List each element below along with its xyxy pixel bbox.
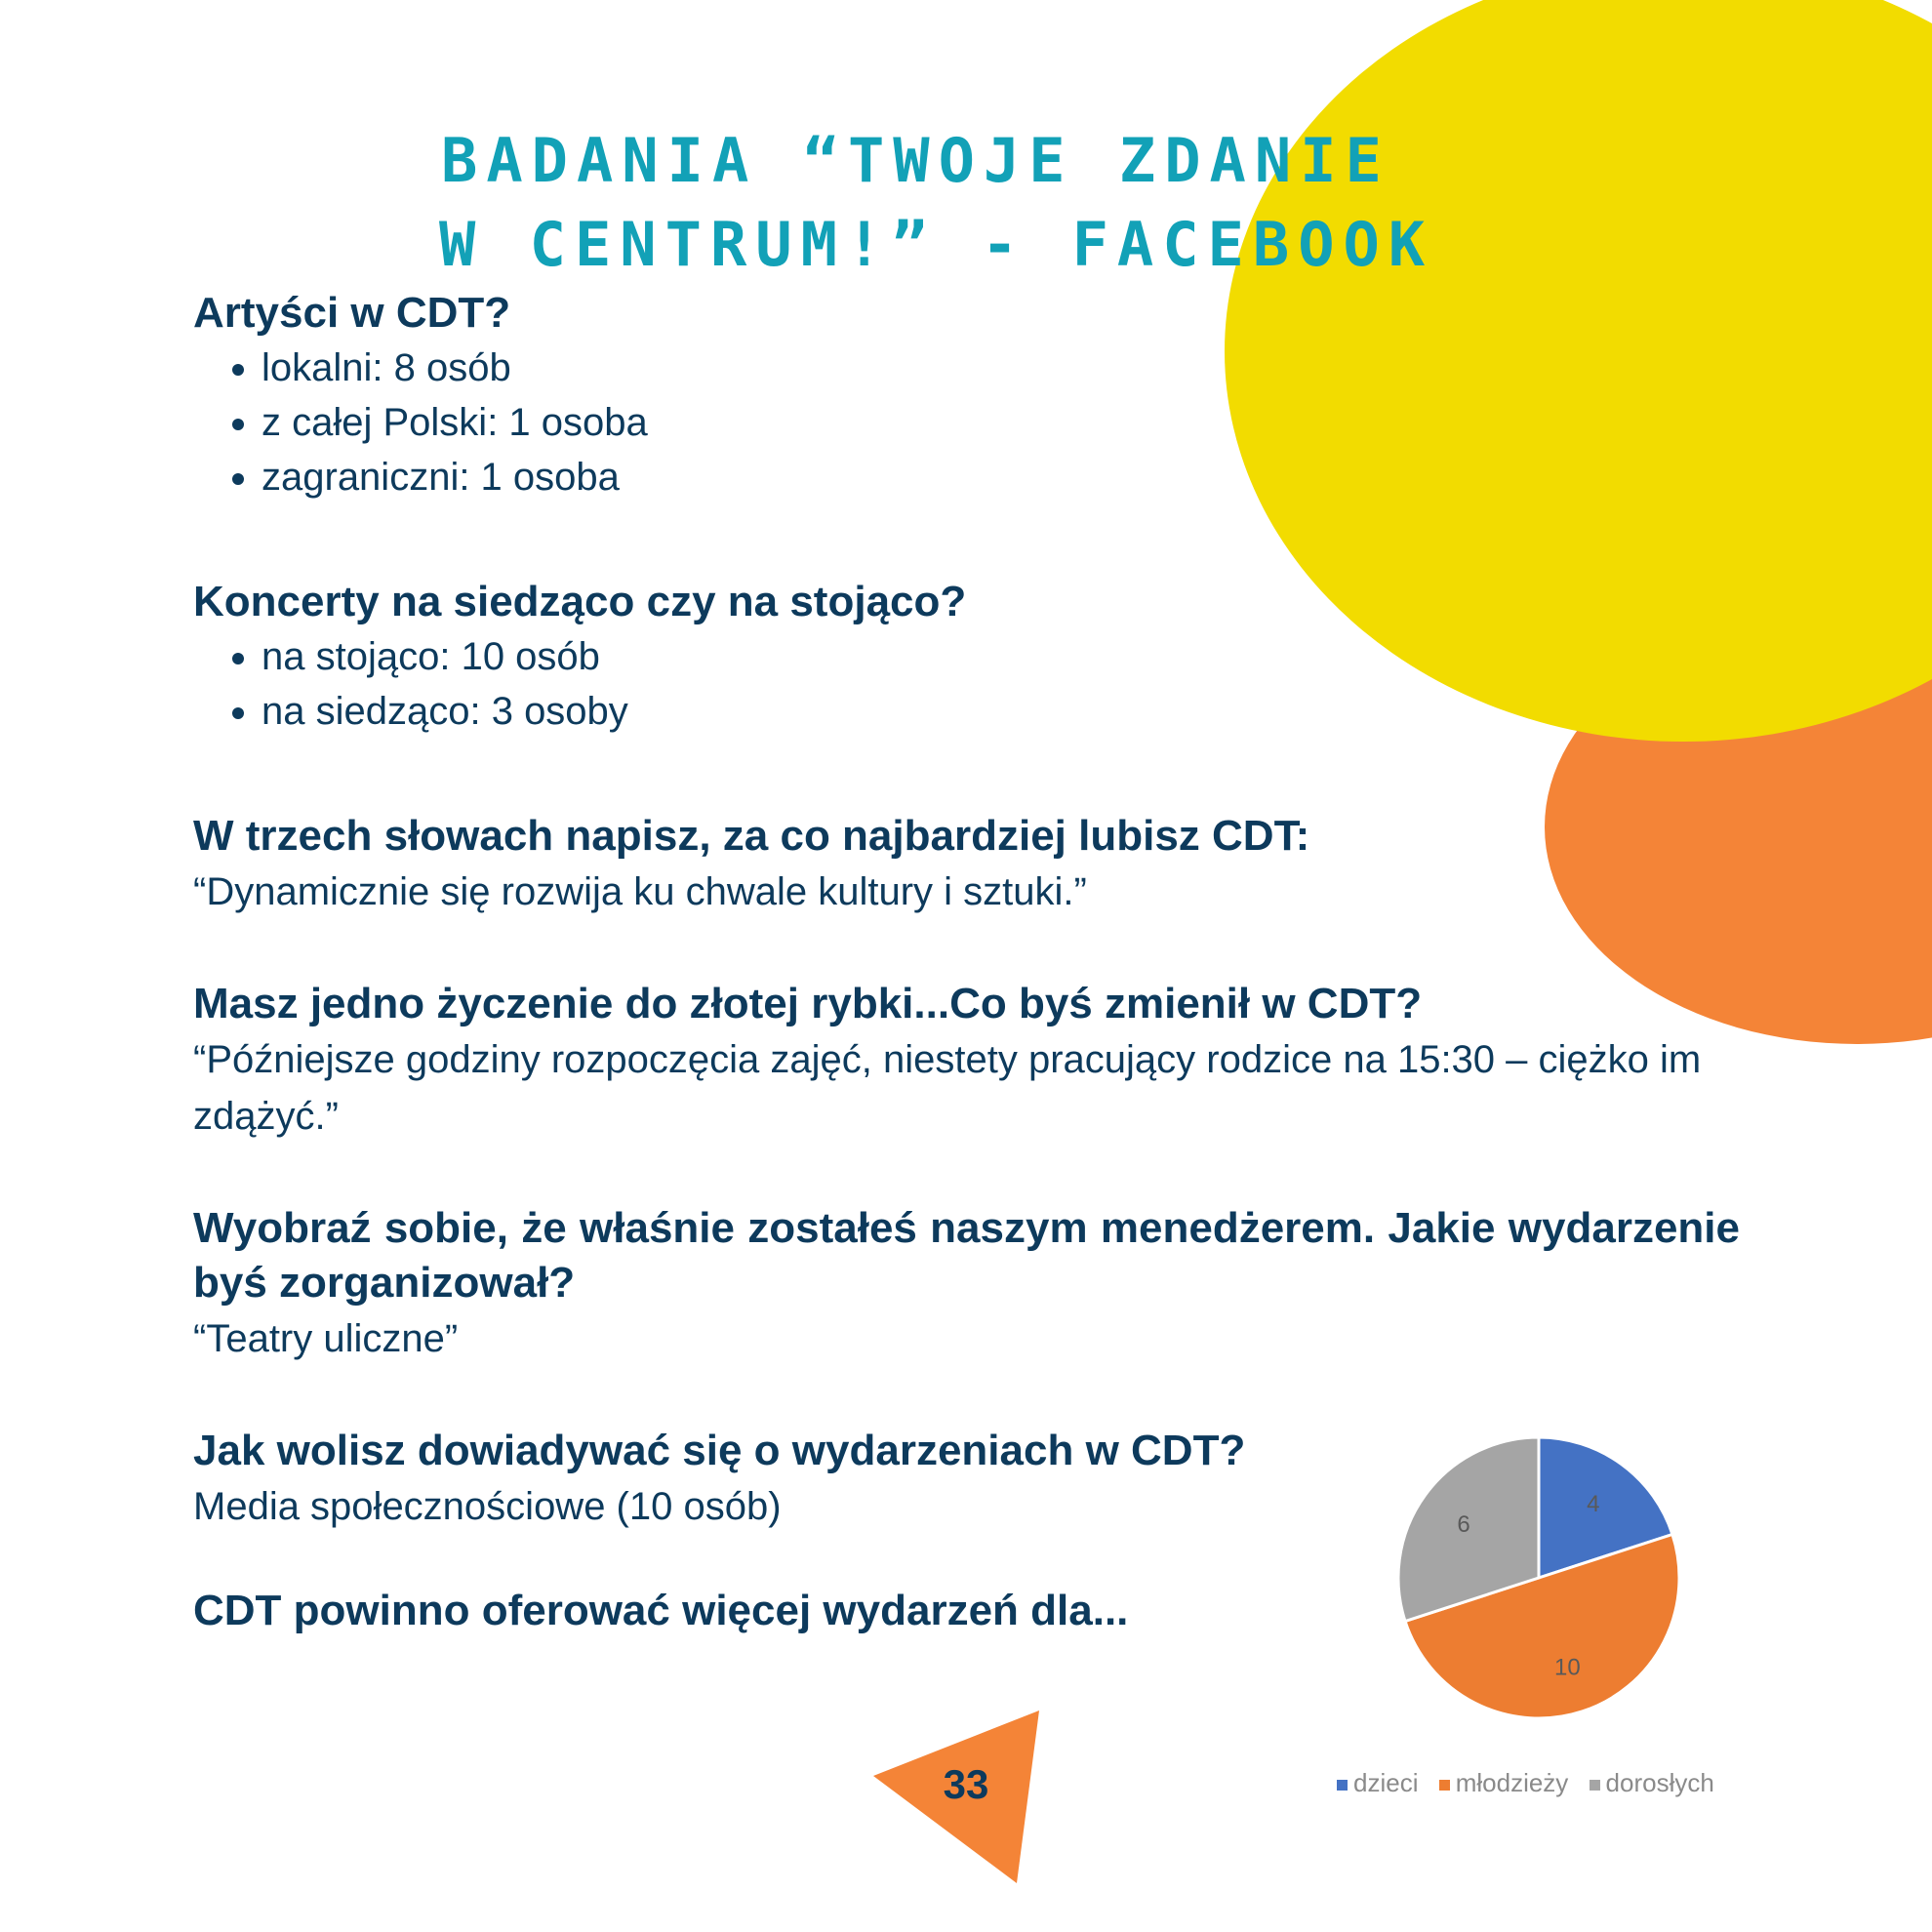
pie-data-label: 6 (1457, 1511, 1470, 1539)
legend-swatch (1439, 1780, 1450, 1791)
legend-item-mlodziezy (1439, 1768, 1569, 1797)
page-title (195, 119, 1659, 287)
section-wish (193, 977, 1740, 1145)
list-item: • na stojąco: 10 osób (262, 629, 1740, 684)
question-three-words: W trzech słowach napisz, za co najbardziej lubisz CDT: (193, 812, 1310, 860)
answer-wish: “Późniejsze godziny rozpoczęcia zajęć, niestety pracujący rodzice na 15:30 – ciężko im zdążyć.” (193, 1038, 1702, 1138)
legend-label: dorosłych (1605, 1768, 1714, 1797)
list-item: • zagraniczni: 1 osoba (262, 450, 1740, 504)
list-item: • lokalni: 8 osób (262, 341, 1740, 395)
legend-item-dzieci (1337, 1768, 1418, 1797)
pie-chart (1386, 1429, 1756, 1727)
answer-manager: “Teatry uliczne” (193, 1317, 459, 1360)
question-manager: Wyobraź sobie, że właśnie zostałeś naszym menedżerem. Jakie wydarzenie byś zorganizował? (193, 1204, 1740, 1307)
question-artists: Artyści w CDT? (193, 289, 511, 337)
pie-chart-svg (1386, 1429, 1756, 1727)
legend-label: dzieci (1353, 1768, 1419, 1797)
legend-item-doroslych (1590, 1768, 1714, 1797)
answer-three-words: “Dynamicznie się rozwija ku chwale kultury i sztuki.” (193, 870, 1087, 913)
page-title-line-1: BADANIA “TWOJE ZDANIE (441, 125, 1390, 196)
page-title-line-2: W CENTRUM!” - FACEBOOK (439, 209, 1434, 280)
legend-swatch (1337, 1780, 1348, 1791)
pie-data-label: 4 (1587, 1491, 1600, 1518)
list-item: • z całej Polski: 1 osoba (262, 395, 1740, 450)
answer-list-concerts (193, 629, 1740, 739)
question-concerts: Koncerty na siedząco czy na stojąco? (193, 578, 967, 625)
section-artists (193, 286, 1740, 504)
section-manager (193, 1201, 1740, 1367)
question-wish: Masz jedno życzenie do złotej rybki...Co byś zmienił w CDT? (193, 980, 1423, 1027)
chart-legend (1337, 1768, 1728, 1798)
answer-list-artists (193, 341, 1740, 504)
question-more-events: CDT powinno oferować więcej wydarzeń dla... (193, 1587, 1129, 1634)
answer-info: Media społecznościowe (10 osób) (193, 1485, 782, 1528)
question-info: Jak wolisz dowiadywać się o wydarzeniach w CDT? (193, 1427, 1246, 1474)
section-concerts (193, 575, 1740, 739)
page-number: 33 (943, 1761, 989, 1807)
section-three-words (193, 809, 1740, 920)
pie-data-label: 10 (1554, 1654, 1581, 1681)
legend-swatch (1590, 1780, 1600, 1791)
legend-label: młodzieży (1455, 1768, 1569, 1797)
list-item: • na siedząco: 3 osoby (262, 684, 1740, 739)
